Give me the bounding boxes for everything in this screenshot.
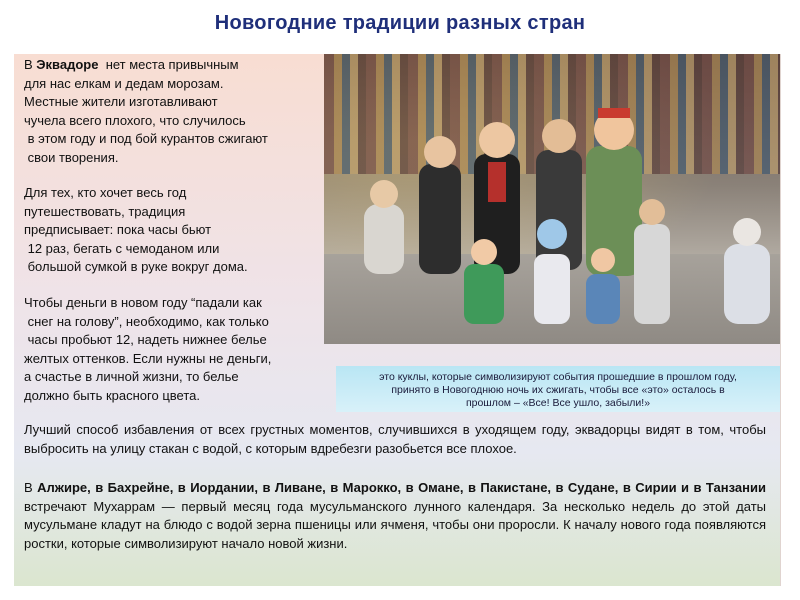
water-paragraph: Лучший способ избавления от всех грустных моментов, случившихся в уходящем году, эквадорцы видят в том, чтобы выбросить на улицу стакан с водой, с которым вдребезги разобьется все плохое. bbox=[24, 422, 766, 456]
ecuador-line: Местные жители изготавливают bbox=[24, 94, 218, 110]
ecuador-line: для нас елкам и дедам морозам. bbox=[24, 75, 224, 91]
effigy-dolls-photo bbox=[324, 54, 780, 344]
doll-figure bbox=[534, 219, 570, 324]
muharram-paragraph bbox=[24, 479, 766, 553]
ecuador-paragraph bbox=[24, 56, 268, 168]
muharram-prefix: В bbox=[24, 480, 38, 495]
ecuador-prefix: В bbox=[24, 57, 37, 72]
money-line: а счастье в личной жизни, то белье bbox=[24, 369, 239, 385]
ecuador-line: свои творения. bbox=[24, 149, 119, 165]
money-line: Чтобы деньги в новом году “падали как bbox=[24, 295, 262, 310]
travel-line: Для тех, кто хочет весь год bbox=[24, 185, 187, 200]
muharram-text: встречают Мухаррам — первый месяц года мусульманского лунного календаря. За несколько недель до этой даты мусульмане кладут на блюдо с водой зерна пшеницы или ячменя, чтобы они проросли. К началу нового года появляются ростки, которые символизируют начало новой жизни. bbox=[24, 498, 766, 551]
money-line: часы пробьют 12, надеть нижнее белье bbox=[24, 332, 267, 348]
travel-line: путешествовать, традиция bbox=[24, 203, 186, 219]
muharram-countries: Алжире, в Бахрейне, в Иордании, в Ливане, в Марокко, в Омане, в Пакистане, в Судане, в Сирии и в Танзании bbox=[37, 480, 766, 495]
doll-figure bbox=[419, 136, 461, 274]
travel-paragraph bbox=[24, 184, 248, 277]
doll-figure bbox=[724, 218, 770, 324]
money-line: желтых оттенков. Если нужны не деньги, bbox=[24, 350, 272, 366]
ecuador-line: в этом году и под бой курантов сжигают bbox=[24, 131, 268, 147]
effigy-figures bbox=[324, 54, 780, 344]
travel-line: 12 раз, бегать с чемоданом или bbox=[24, 240, 220, 256]
money-line: снег на голову”, необходимо, как только bbox=[24, 313, 269, 329]
caption-line: это куклы, которые символизируют события прошедшие в прошлом году, bbox=[379, 371, 737, 383]
money-line: должно быть красного цвета. bbox=[24, 387, 200, 403]
caption-line: принято в Новогоднюю ночь их сжигать, чтобы все «это» осталось в bbox=[391, 384, 725, 396]
doll-figure bbox=[586, 248, 620, 324]
doll-figure bbox=[586, 108, 642, 276]
money-paragraph bbox=[24, 294, 271, 406]
ecuador-line: чучела всего плохого, что случилось bbox=[24, 112, 246, 128]
doll-figure bbox=[364, 180, 404, 274]
ecuador-country: Эквадоре bbox=[36, 57, 99, 72]
page-title: Новогодние традиции разных стран bbox=[214, 12, 586, 34]
doll-figure bbox=[536, 119, 582, 270]
photo-caption bbox=[336, 366, 780, 412]
caption-line: прошлом – «Все! Все ушло, забыли!» bbox=[465, 397, 651, 409]
ecuador-line-1: нет места привычным bbox=[98, 57, 239, 72]
travel-line: большой сумкой в руке вокруг дома. bbox=[24, 259, 248, 275]
travel-line: предписывает: пока часы бьют bbox=[24, 222, 212, 238]
